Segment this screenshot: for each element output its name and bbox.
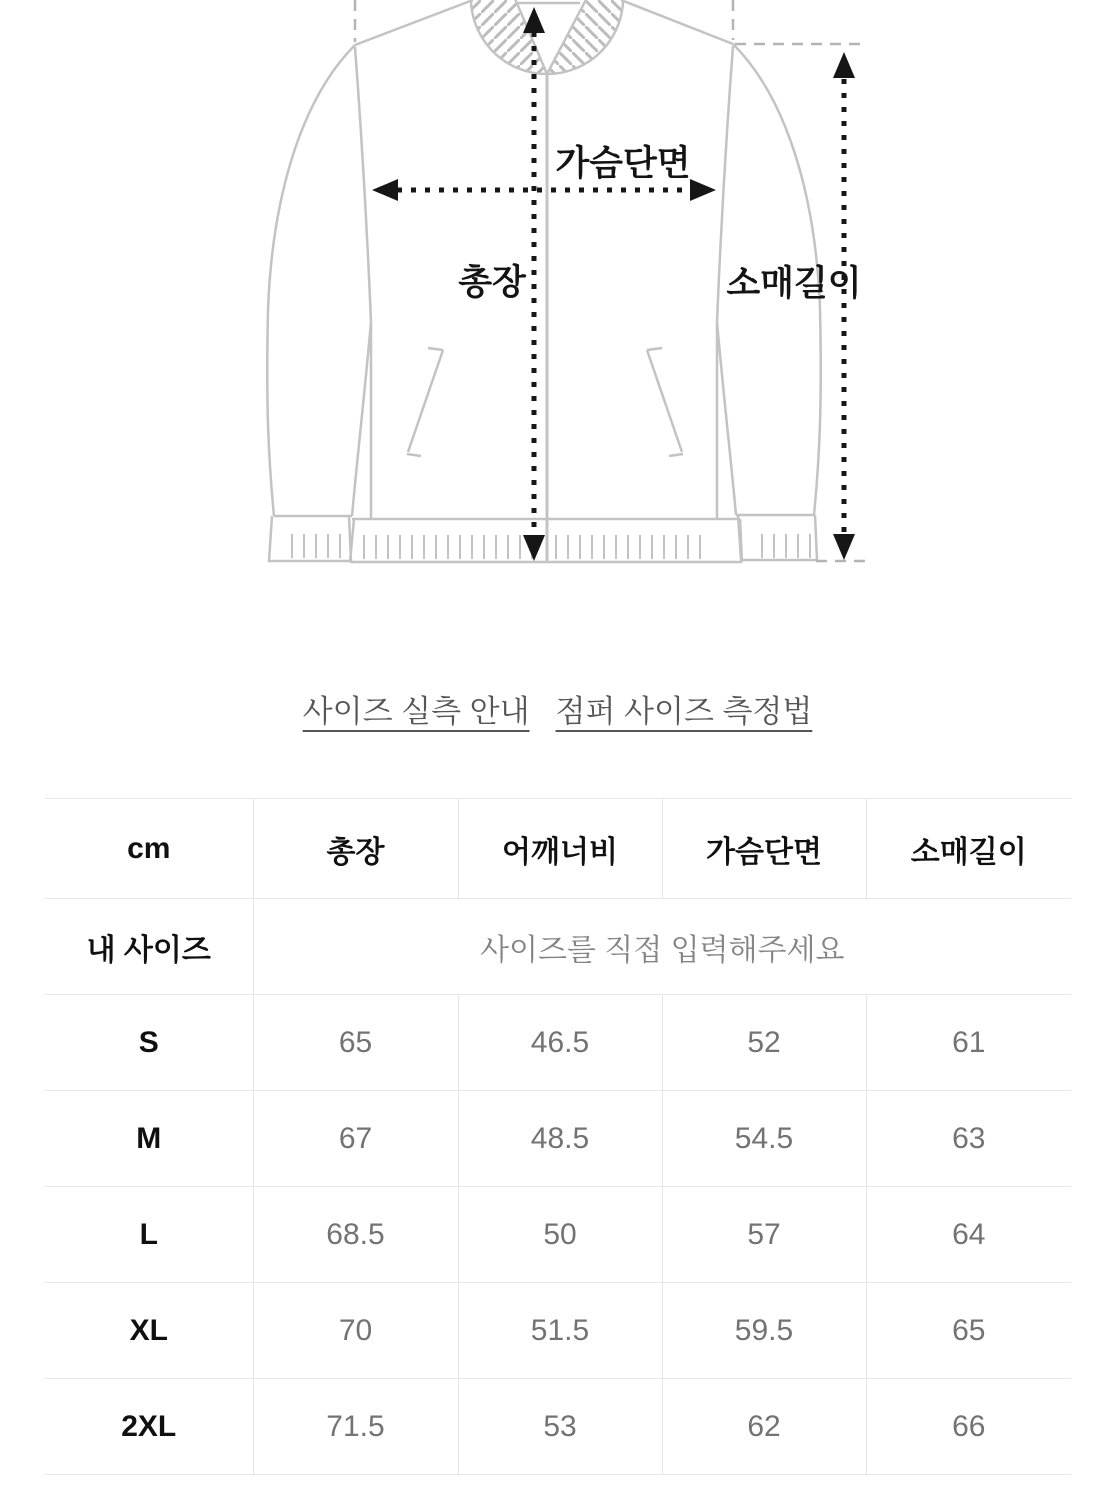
value-chest: 57 (662, 1187, 866, 1283)
size-table-header-row (45, 799, 1071, 899)
column-header-shoulder: 어깨너비 (458, 799, 662, 899)
value-sleeve: 61 (866, 995, 1071, 1091)
size-guide-links (0, 686, 1115, 732)
size-table (45, 798, 1071, 1475)
size-label: L (45, 1187, 253, 1283)
collar-hatch (471, 0, 623, 74)
value-shoulder: 53 (458, 1379, 662, 1475)
value-length: 68.5 (253, 1187, 458, 1283)
value-shoulder: 48.5 (458, 1091, 662, 1187)
size-label: 2XL (45, 1379, 253, 1475)
value-chest: 52 (662, 995, 866, 1091)
link-jumper-measure-method[interactable]: 점퍼 사이즈 측정법 (555, 694, 813, 729)
size-row-l (45, 1187, 1071, 1283)
size-row-2xl (45, 1379, 1071, 1475)
link-size-measure-guide[interactable]: 사이즈 실측 안내 (302, 694, 530, 729)
value-length: 70 (253, 1283, 458, 1379)
value-shoulder: 51.5 (458, 1283, 662, 1379)
value-length: 67 (253, 1091, 458, 1187)
value-sleeve: 64 (866, 1187, 1071, 1283)
size-row-xl (45, 1283, 1071, 1379)
value-chest: 59.5 (662, 1283, 866, 1379)
right-pocket (647, 348, 683, 456)
value-shoulder: 46.5 (458, 995, 662, 1091)
value-length: 71.5 (253, 1379, 458, 1475)
my-size-input-prompt[interactable]: 사이즈를 직접 입력해주세요 (253, 899, 1071, 995)
size-label: S (45, 995, 253, 1091)
ribbing-ticks (292, 534, 810, 559)
jacket-measurement-diagram (0, 0, 1115, 612)
size-label: XL (45, 1283, 253, 1379)
unit-header-cell: cm (45, 799, 253, 899)
my-size-label: 내 사이즈 (45, 899, 253, 995)
column-header-chest: 가슴단면 (662, 799, 866, 899)
left-pocket (407, 348, 443, 456)
size-row-m (45, 1091, 1071, 1187)
total-length-label: 총장 (458, 263, 526, 302)
sleeve-length-label: 소매길이 (726, 264, 862, 303)
value-length: 65 (253, 995, 458, 1091)
my-size-row (45, 899, 1071, 995)
value-sleeve: 65 (866, 1283, 1071, 1379)
column-header-length: 총장 (253, 799, 458, 899)
size-label: M (45, 1091, 253, 1187)
value-shoulder: 50 (458, 1187, 662, 1283)
value-chest: 54.5 (662, 1091, 866, 1187)
size-row-s (45, 995, 1071, 1091)
total-length-arrow (523, 7, 545, 561)
value-sleeve: 66 (866, 1379, 1071, 1475)
value-chest: 62 (662, 1379, 866, 1475)
column-header-sleeve: 소매길이 (866, 799, 1071, 899)
chest-width-label: 가슴단면 (555, 144, 691, 183)
value-sleeve: 63 (866, 1091, 1071, 1187)
sleeve-length-arrow (833, 52, 855, 560)
jacket-diagram-svg (0, 0, 1115, 612)
